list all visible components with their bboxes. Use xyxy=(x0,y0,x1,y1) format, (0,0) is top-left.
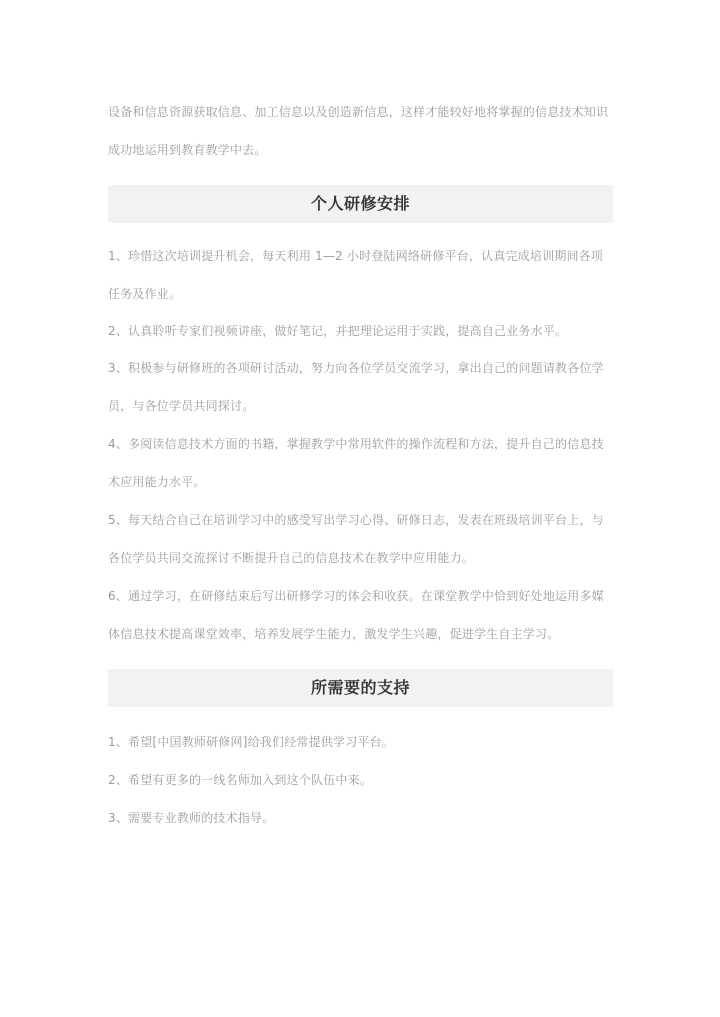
study-plan-item-5: 5、每天结合自己在培训学习中的感受写出学习心得、研修日志，发表在班级培训平台上，与各位学员共同交流探讨不断提升自己的信息技术在教学中应用能力。 xyxy=(108,513,604,565)
study-plan-list xyxy=(108,237,613,653)
study-plan-item-4: 4、多阅读信息技术方面的书籍，掌握教学中常用软件的操作流程和方法，提升自己的信息技术应用能力水平。 xyxy=(108,437,604,489)
document-content xyxy=(108,93,613,859)
study-plan-item-3: 3、积极参与研修班的各项研讨活动，努力向各位学员交流学习，拿出自己的问题请教各位学员，与各位学员共同探讨。 xyxy=(108,361,604,413)
support-item-3: 3、需要专业教师的技术指导。 xyxy=(108,811,275,825)
intro-paragraph: 设备和信息资源获取信息、加工信息以及创造新信息，这样才能较好地将掌握的信息技术知识成功地运用到教育教学中去。 xyxy=(108,105,609,157)
study-plan-item-1: 1、珍惜这次培训提升机会，每天利用 1—2 小时登陆网络研修平台，认真完成培训期间各项任务及作业。 xyxy=(108,249,604,301)
support-item-1: 1、希望[中国教师研修网]给我们经常提供学习平台。 xyxy=(108,735,394,749)
section-title-support: 所需要的支持 xyxy=(108,669,613,707)
support-item-2: 2、希望有更多的一线名师加入到这个队伍中来。 xyxy=(108,773,373,787)
study-plan-item-6: 6、通过学习，在研修结束后写出研修学习的体会和收获。在课堂教学中恰到好处地运用多媒体信息技术提高课堂效率，培养发展学生能力，激发学生兴趣，促进学生自主学习。 xyxy=(108,589,604,641)
study-plan-item-2: 2、认真聆听专家们视频讲座，做好笔记，并把理论运用于实践，提高自己业务水平。 xyxy=(108,324,568,338)
support-list xyxy=(108,723,613,837)
section-title-study-plan: 个人研修安排 xyxy=(108,185,613,223)
